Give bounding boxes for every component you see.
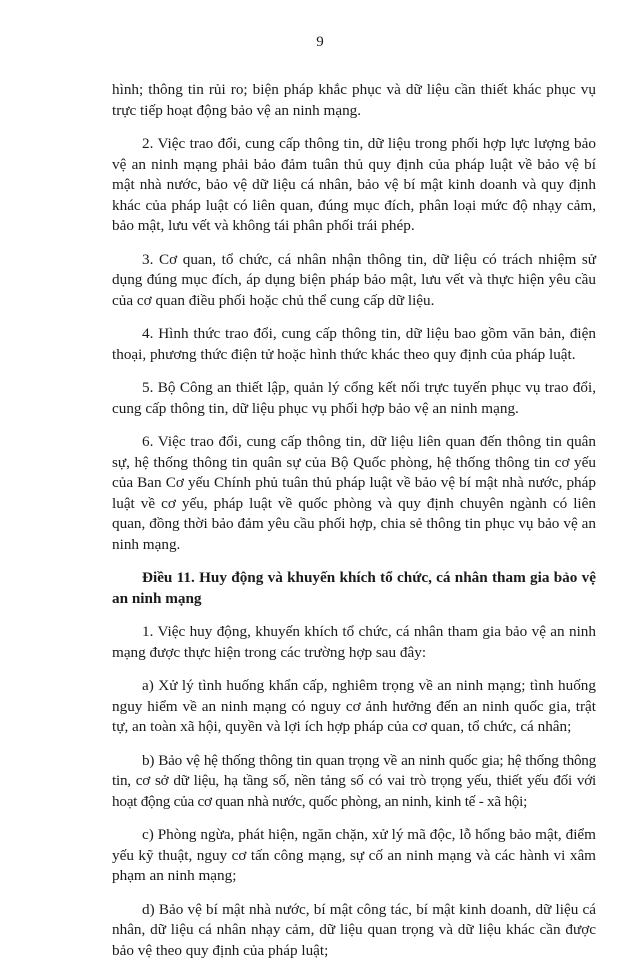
clause-6: 6. Việc trao đổi, cung cấp thông tin, dữ liệu liên quan đến thông tin quân sự, hệ thống thông tin quân sự của Bộ Quốc phòng, hệ thống thông tin cơ yếu của Ban Cơ yếu Chính phủ tuân thủ pháp luật về bảo vệ bí mật nhà nước, pháp luật về cơ yếu, pháp luật về quốc phòng và quy định chuyên ngành có liên quan, đồng thời bảo đảm yêu cầu phối hợp, chia sẻ thông tin phục vụ bảo vệ an ninh mạng. [112,433,596,553]
document-body [112,80,596,974]
paragraph-continuation: hình; thông tin rủi ro; biện pháp khắc phục và dữ liệu cần thiết khác phục vụ trực tiếp hoạt động bảo vệ an ninh mạng. [112,81,596,119]
point-b: b) Bảo vệ hệ thống thông tin quan trọng về an ninh quốc gia; hệ thống thông tin, cơ sở dữ liệu, hạ tầng số, nền tảng số có vai trò trọng yếu, thiết yếu đối với hoạt động của cơ quan nhà nước, quốc phòng, an ninh, kinh tế - xã hội; [112,751,596,810]
clause-5: 5. Bộ Công an thiết lập, quản lý cổng kết nối trực tuyến phục vụ trao đổi, cung cấp thông tin, dữ liệu phục vụ phối hợp bảo vệ an ninh mạng. [112,379,596,417]
clause-2: 2. Việc trao đổi, cung cấp thông tin, dữ liệu trong phối hợp lực lượng bảo vệ an ninh mạng phải bảo đảm tuân thủ quy định của pháp luật về bảo vệ bí mật nhà nước, bảo vệ dữ liệu cá nhân, bảo vệ bí mật kinh doanh và quy định khác của pháp luật có liên quan, đúng mục đích, phân loại mức độ nhạy cảm, bảo mật, lưu vết và không tái phân phối trái phép. [112,135,596,234]
article-11-clause-1: 1. Việc huy động, khuyến khích tổ chức, cá nhân tham gia bảo vệ an ninh mạng được thực hiện trong các trường hợp sau đây: [112,623,596,661]
clause-3: 3. Cơ quan, tổ chức, cá nhân nhận thông tin, dữ liệu có trách nhiệm sử dụng đúng mục đích, áp dụng biện pháp bảo mật, lưu vết và thực hiện yêu cầu của cơ quan điều phối hoặc chủ thể cung cấp dữ liệu. [112,250,596,309]
article-11-heading: Điều 11. Huy động và khuyến khích tổ chức, cá nhân tham gia bảo vệ an ninh mạng [112,569,596,607]
point-c: c) Phòng ngừa, phát hiện, ngăn chặn, xử lý mã độc, lỗ hổng bảo mật, điểm yếu kỹ thuật, nguy cơ tấn công mạng, sự cố an ninh mạng và các hành vi xâm phạm an ninh mạng; [112,826,596,884]
clause-4: 4. Hình thức trao đổi, cung cấp thông tin, dữ liệu bao gồm văn bản, điện thoại, phương thức điện tử hoặc hình thức khác theo quy định của pháp luật. [112,325,596,363]
point-d: d) Bảo vệ bí mật nhà nước, bí mật công tác, bí mật kinh doanh, dữ liệu cá nhân, dữ liệu cá nhân nhạy cảm, dữ liệu quan trọng và dữ liệu khác cần được bảo vệ theo quy định của pháp luật; [112,900,596,959]
point-a: a) Xử lý tình huống khẩn cấp, nghiêm trọng về an ninh mạng; tình huống nguy hiểm về an ninh mạng có nguy cơ ảnh hưởng đến an ninh quốc gia, trật tự, an toàn xã hội, quyền và lợi ích hợp pháp của cơ quan, tổ chức, cá nhân; [112,677,596,735]
page-number: 9 [316,34,324,50]
